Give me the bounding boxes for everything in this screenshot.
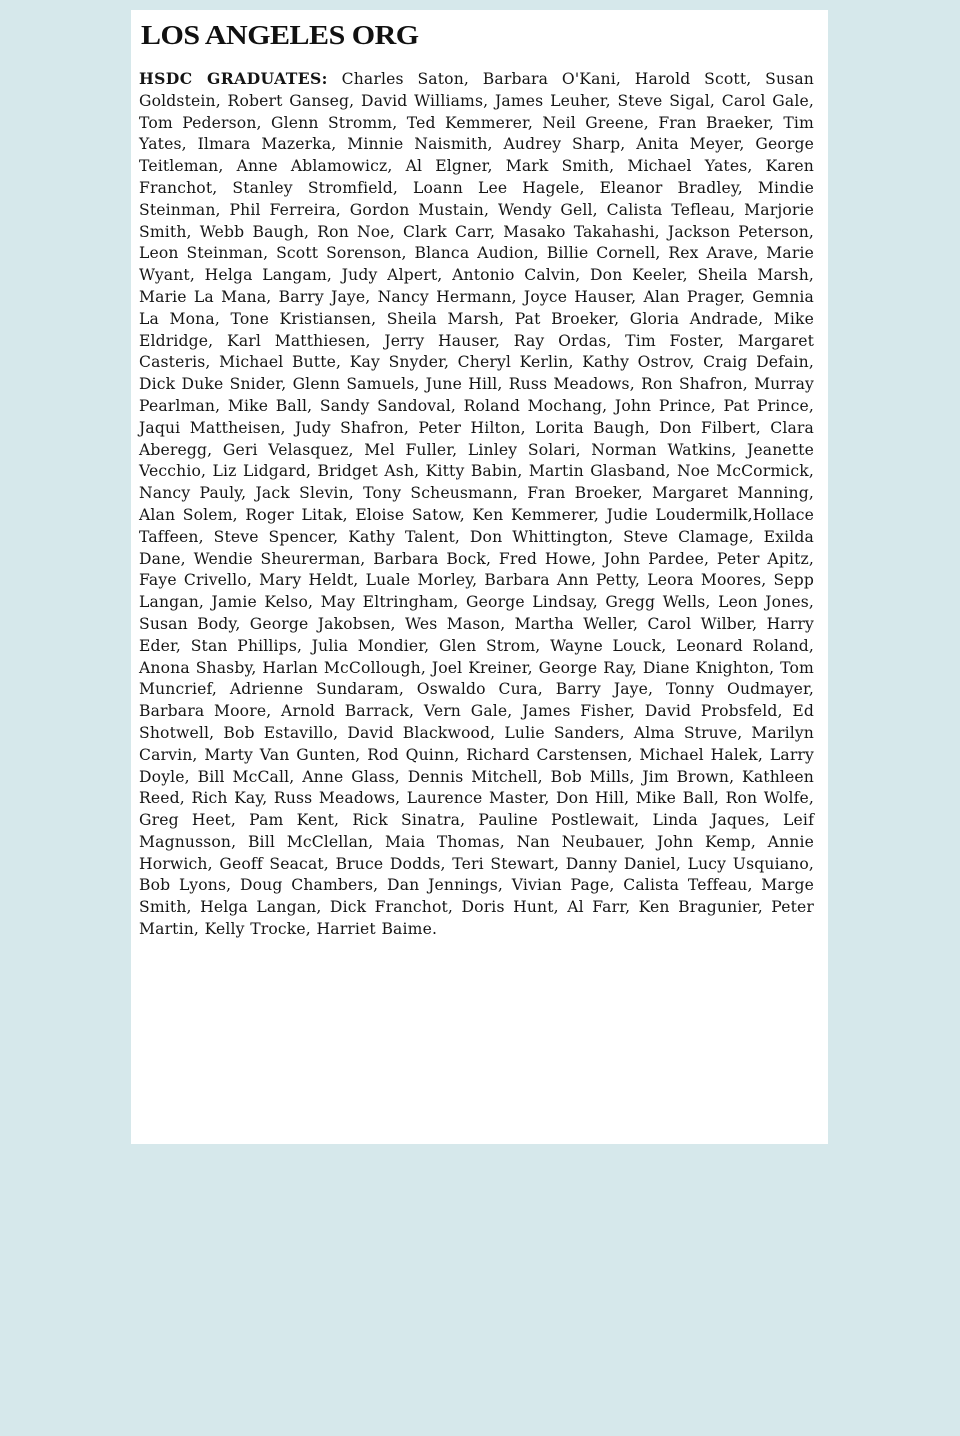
headline: LOS ANGELES ORG — [141, 20, 419, 51]
news-clipping — [131, 10, 828, 1144]
graduates-paragraph — [139, 68, 814, 941]
section-label: HSDC GRADUATES: — [139, 69, 328, 88]
graduates-list: Charles Saton, Barbara O'Kani, Harold Scott, Susan Goldstein, Robert Ganseg, David Williams, James Leuher, Steve Sigal, Carol Gale, Tom Pederson, Glenn Stromm, Ted Kemmerer, Neil Greene, Fran Braeker, Tim Yates, Ilmara Mazerka, Minnie Naismith, Audrey Sharp, Anita Meyer, George Teitleman, Anne Ablamowicz, Al Elgner, Mark Smith, Michael Yates, Karen Franchot, Stanley Stromfield, Loann Lee Hagele, Eleanor Bradley, Mindie Steinman, Phil Ferreira, Gordon Mustain, Wendy Gell, Calista Tefleau, Marjorie Smith, Webb Baugh, Ron Noe, Clark Carr, Masako Takahashi, Jackson Peterson, Leon Steinman, Scott Sorenson, Blanca Audion, Billie Cornell, Rex Arave, Marie Wyant, Helga Langam, Judy Alpert, Antonio Calvin, Don Keeler, Sheila Marsh, Marie La Mana, Barry Jaye, Nancy Hermann, Joyce Hauser, Alan Prager, Gemnia La Mona, Tone Kristiansen, Sheila Marsh, Pat Broeker, Gloria Andrade, Mike Eldridge, Karl Matthiesen, Jerry Hauser, Ray Ordas, Tim Foster, Margaret Casteris, Michael Butte, Kay Snyder, Cheryl Kerlin, Kathy Ostrov, Craig Defain, Dick Duke Snider, Glenn Samuels, June Hill, Russ Meadows, Ron Shafron, Murray Pearlman, Mike Ball, Sandy Sandoval, Roland Mochang, John Prince, Pat Prince, Jaqui Mattheisen, Judy Shafron, Peter Hilton, Lorita Baugh, Don Filbert, Clara Aberegg, Geri Velasquez, Mel Fuller, Linley Solari, Norman Watkins, Jeanette Vecchio, Liz Lidgard, Bridget Ash, Kitty Babin, Martin Glasband, Noe McCormick, Nancy Pauly, Jack Slevin, Tony Scheusmann, Fran Broeker, Margaret Manning, Alan Solem, Roger Litak, Eloise Satow, Ken Kemmerer, Judie Loudermilk,Hollace Taffeen, Steve Spencer, Kathy Talent, Don Whittington, Steve Clamage, Exilda Dane, Wendie Sheurerman, Barbara Bock, Fred Howe, John Pardee, Peter Apitz, Faye Crivello, Mary Heldt, Luale Morley, Barbara Ann Petty, Leora Moores, Sepp Langan, Jamie Kelso, May Eltringham, George Lindsay, Gregg Wells, Leon Jones, Susan Body, George Jakobsen, Wes Mason, Martha Weller, Carol Wilber, Harry Eder, Stan Phillips, Julia Mondier, Glen Strom, Wayne Louck, Leonard Roland, Anona Shasby, Harlan McCollough, Joel Kreiner, George Ray, Diane Knighton, Tom Muncrief, Adrienne Sundaram, Oswaldo Cura, Barry Jaye, Tonny Oudmayer, Barbara Moore, Arnold Barrack, Vern Gale, James Fisher, David Probsfeld, Ed Shotwell, Bob Estavillo, David Blackwood, Lulie Sanders, Alma Struve, Marilyn Carvin, Marty Van Gunten, Rod Quinn, Richard Carstensen, Michael Halek, Larry Doyle, Bill McCall, Anne Glass, Dennis Mitchell, Bob Mills, Jim Brown, Kathleen Reed, Rich Kay, Russ Meadows, Laurence Master, Don Hill, Mike Ball, Ron Wolfe, Greg Heet, Pam Kent, Rick Sinatra, Pauline Postlewait, Linda Jaques, Leif Magnusson, Bill McClellan, Maia Thomas, Nan Neubauer, John Kemp, Annie Horwich, Geoff Seacat, Bruce Dodds, Teri Stewart, Danny Daniel, Lucy Usquiano, Bob Lyons, Doug Chambers, Dan Jennings, Vivian Page, Calista Teffeau, Marge Smith, Helga Langan, Dick Franchot, Doris Hunt, Al Farr, Ken Bragunier, Peter Martin, Kelly Trocke, Harriet Baime. — [139, 70, 814, 939]
